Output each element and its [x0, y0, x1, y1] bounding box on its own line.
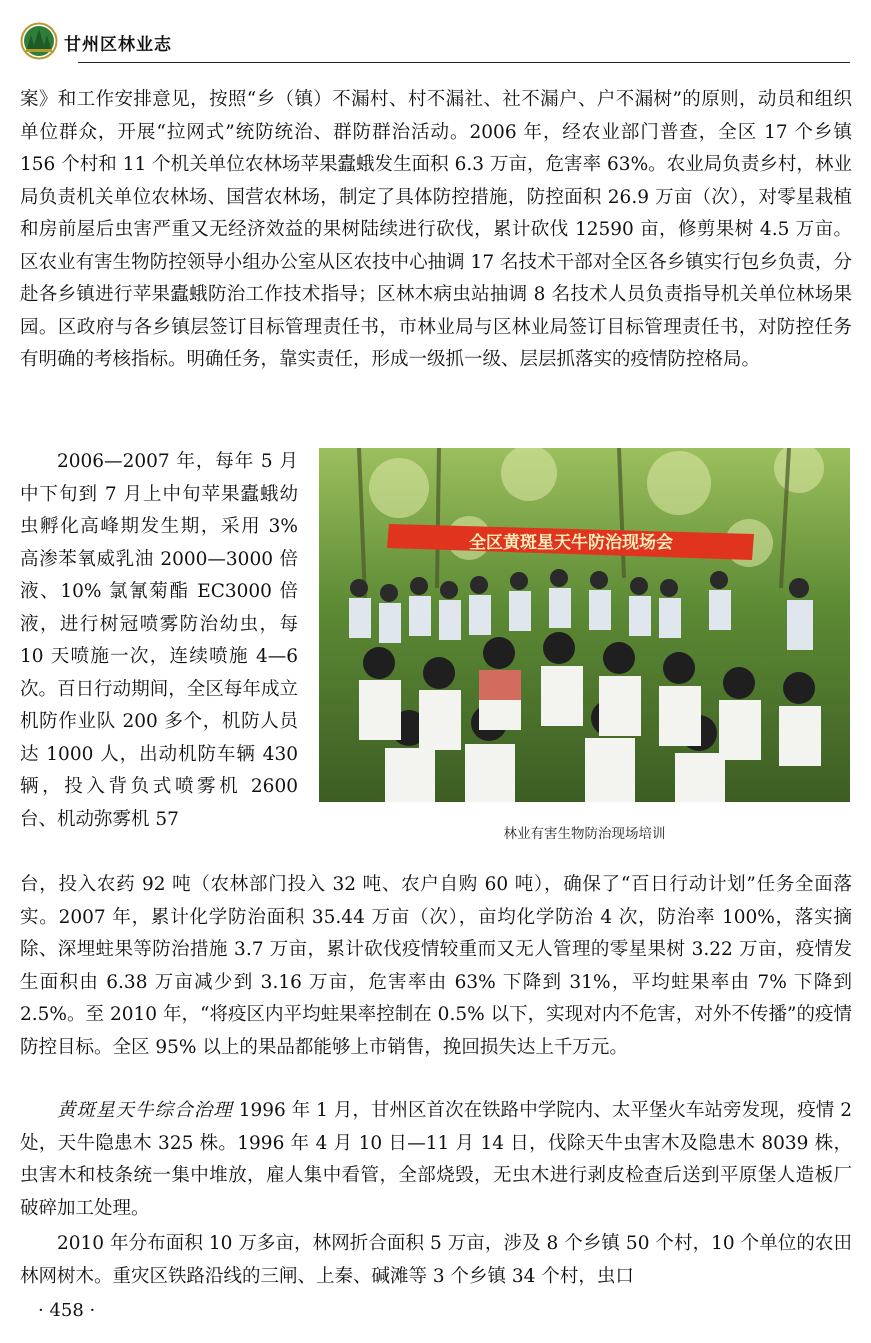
header-rule: [78, 62, 850, 63]
book-title: 甘州区林业志: [64, 35, 172, 55]
paragraph-3: 台，投入农药 92 吨（农林部门投入 32 吨、农户自购 60 吨），确保了“百日行动计划”任务全面落实。2007 年，累计化学防治面积 35.44 万亩（次），亩均化学防治 4 次，防治率 100%，落实摘除、深埋蛀果等防治措施 3.7 万亩，累计砍伐疫情较重而又无人管理的零星果树 3.22 万亩，疫情发生面积由 6.38 万亩减少到 3.16 万亩，危害率由 63% 下降到 31%，平均蛀果率由 7% 下降到 2.5%。至 2010 年，“将疫区内平均蛀果率控制在 0.5% 以下，实现对内不危害，对外不传播”的疫情防控目标。全区 95% 以上的果品都能够上市销售，挽回损失达上千万元。: [20, 874, 852, 1058]
paragraph-5: 2010 年分布面积 10 万多亩，林网折合面积 5 万亩，涉及 8 个乡镇 50 个村，10 个单位的农田林网树木。重灾区铁路沿线的三闸、上秦、碱滩等 3 个乡镇 34 个村，虫口: [20, 1233, 852, 1287]
paragraph-4: [20, 1095, 852, 1225]
paragraph-2: 2006—2007 年，每年 5 月中下旬到 7 月上中旬苹果蠹蛾幼虫孵化高峰期发生期，采用 3% 高渗苯氧威乳油 2000—3000 倍液、10% 氯氰菊酯 EC3000 倍液，进行树冠喷雾防治幼虫，每 10 天喷施一次，连续喷施 4—6 次。百日行动期间，全区每年成立机防作业队 200 多个，机防人员达 1000 人，出动机防车辆 430 辆，投入背负式喷雾机 2600 台、机动弥雾机 57: [20, 451, 298, 830]
paragraph-1: 案》和工作安排意见，按照“乡（镇）不漏村、村不漏社、社不漏户、户不漏树”的原则，动员和组织单位群众，开展“拉网式”统防统治、群防群治活动。2006 年，经农业部门普查，全区 17 个乡镇 156 个村和 11 个机关单位农林场苹果蠹蛾发生面积 6.3 万亩，危害率 63%。农业局负责乡村，林业局负责机关单位农林场、国营农林场，制定了具体防控措施，防控面积 26.9 万亩（次），对零星栽植和房前屋后虫害严重又无经济效益的果树陆续进行砍伐，累计砍伐 12590 亩，修剪果树 4.5 万亩。区农业有害生物防控领导小组办公室从区农技中心抽调 17 名技术干部对全区各乡镇实行包乡负责，分赴各乡镇进行苹果蠹蛾防治工作技术指导；区林木病虫站抽调 8 名技术人员负责指导机关单位林场果园。区政府与各乡镇层签订目标管理责任书，市林业局与区林业局签订目标管理责任书，对防控任务有明确的考核指标。明确任务，靠实责任，形成一级抓一级、层层抓落实的疫情防控格局。: [20, 89, 852, 370]
section-heading-longhorn-beetle: 黄斑星天牛综合治理: [57, 1100, 233, 1121]
paragraph-4-body: 1996 年 1 月，甘州区首次在铁路中学院内、太平堡火车站旁发现，疫情 2 处，天牛隐患木 325 株。1996 年 4 月 10 日—11 月 14 日，伐除天牛虫害木及隐患木 8039 株，虫害木和枝条统一集中堆放，雇人集中看管，全部烧毁，无虫木进行剥皮检查后送到平原堡人造板厂破碎加工处理。: [20, 1100, 852, 1219]
forestry-logo-icon: [20, 22, 58, 60]
banner-text: 全区黄斑星天牛防治现场会: [469, 533, 673, 553]
page-header: [20, 20, 850, 64]
photo-illustration: [319, 448, 850, 802]
field-training-photo: [319, 448, 850, 802]
page-number: · 458 ·: [38, 1300, 96, 1321]
photo-caption: 林业有害生物防治现场培训: [503, 826, 666, 842]
